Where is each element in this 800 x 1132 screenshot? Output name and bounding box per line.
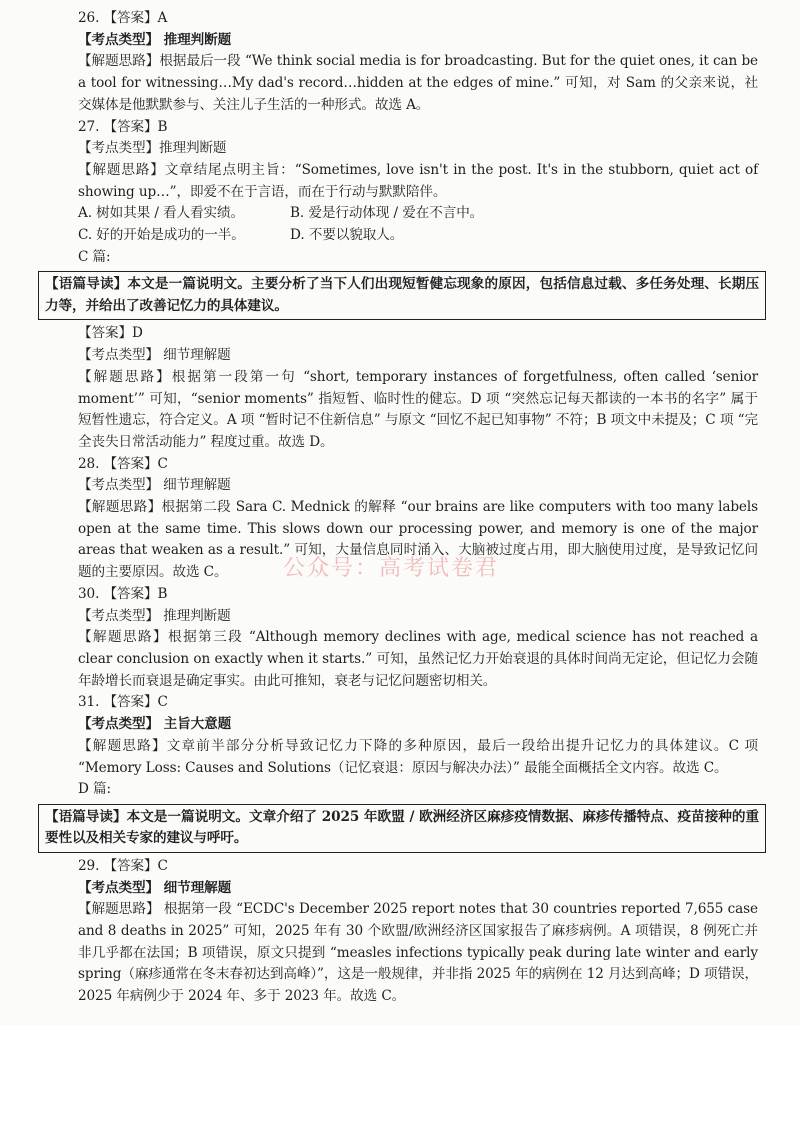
q27-option-b: B. 爱是行动体现 / 爱在不言中。 [290, 205, 484, 222]
q29-answer: 29. 【答案】C [78, 857, 168, 874]
q27-options-row-1 [46, 203, 758, 225]
answer-key-content [46, 8, 758, 1008]
q31-type: 【考点类型】 主旨大意题 [78, 716, 232, 733]
qc1-analysis: 【解题思路】根据第一段第一句 “short, temporary instances of forgetfulness, often called ‘senior moment’” 可知，“senior moments” 指短暂、临时性的健忘。D 项 “突然忘记每天都读的一本书的名字” 属于短暂性遗忘，符合定义。A 项 “暂时记不住新信息” 与原文 “回忆不起已知事物” 不符；B 项文中未提及；C 项 “完全丧失日常活动能力” 程度过重。故选 D。 [78, 368, 758, 450]
q28-answer: 28. 【答案】C [78, 455, 168, 472]
q26-type: 【考点类型】 推理判断题 [78, 31, 232, 48]
section-c-guide: 【语篇导读】本文是一篇说明文。主要分析了当下人们出现短暂健忘现象的原因，包括信息过载、多任务处理、长期压力等，并给出了改善记忆力的具体建议。 [38, 271, 766, 320]
q27-option-d: D. 不要以貌取人。 [290, 227, 404, 244]
q27-type: 【考点类型】推理判断题 [78, 140, 227, 157]
q30-answer: 30. 【答案】B [78, 585, 168, 602]
q27-analysis: 【解题思路】文章结尾点明主旨：“Sometimes, love isn't in the post. It's in the stubborn, quiet act of showing up…”，即爱不在于言语，而在于行动与默默陪伴。 [78, 161, 758, 200]
q30-analysis: 【解题思路】根据第三段 “Although memory declines with age, medical science has not reached a clear conclusion on exactly when it starts.” 可知，虽然记忆力开始衰退的具体时间尚无定论，但记忆力会随年龄增长而衰退是确定事实。由此可推知，衰老与记忆问题密切相关。 [78, 629, 758, 689]
q30-type: 【考点类型】 推理判断题 [78, 607, 231, 624]
qc1-answer: 【答案】D [78, 325, 143, 342]
watermark-text: 公众号：高考试卷君 [283, 556, 500, 581]
q26-analysis: 【解题思路】根据最后一段 “We think social media is for broadcasting. But for the quiet ones, it can be a tool for witnessing…My dad's record…hidden at the edges of mine.” 可知，对 Sam 的父亲来说，社交媒体是他默默参与、关注儿子生活的一种形式。故选 A。 [78, 53, 758, 113]
q29-type: 【考点类型】 细节理解题 [78, 879, 232, 896]
q26-answer: 26. 【答案】A [78, 10, 168, 26]
blank-margin [0, 1025, 800, 1132]
section-d-guide: 【语篇导读】本文是一篇说明文。文章介绍了 2025 年欧盟 / 欧洲经济区麻疹疫情数据、麻疹传播特点、疫苗接种的重要性以及相关专家的建议与呼吁。 [38, 804, 766, 853]
q27-option-c: C. 好的开始是成功的一半。 [78, 227, 245, 244]
section-c-label: C 篇: [78, 248, 111, 265]
q29-analysis: 【解题思路】 根据第一段 “ECDC's December 2025 report notes that 30 countries reported 7,655 case and 8 deaths in 2025” 可知，2025 年有 30 个欧盟/欧洲经济区国家报告了麻疹病例。A 项错误，8 例死亡并非几乎都在法国；B 项错误，原文只提到 “measles infections typically peak during late winter and early spring（麻疹通常在冬末春初达到高峰）”，这是一般规律，并非指 2025 年的病例在 12 月达到高峰；D 项错误，2025 年病例少于 2024 年、多于 2023 年。故选 C。 [78, 901, 758, 1005]
q27-options-row-2 [46, 225, 758, 247]
q28-analysis: 【解题思路】根据第二段 Sara C. Mednick 的解释 “our brains are like computers with too many labels open at the same time. This slows down our processing power, and memory is one of the major areas that weaken as a result.” 可知，大量信息同时涌入、大脑被过度占用，即大脑使用过度，是导致记忆问题的主要原因。故选 C。 [78, 499, 758, 581]
q31-answer: 31. 【答案】C [78, 694, 168, 711]
qc1-type: 【考点类型】 细节理解题 [78, 347, 231, 364]
q27-answer: 27. 【答案】B [78, 118, 168, 135]
q27-option-a: A. 树如其果 / 看人看实绩。 [78, 205, 245, 222]
q31-analysis: 【解题思路】文章前半部分分析导致记忆力下降的多种原因，最后一段给出提升记忆力的具体建议。C 项 “Memory Loss: Causes and Solutions（记忆衰退：原因与解决办法）” 最能全面概括全文内容。故选 C。 [78, 737, 758, 776]
section-d-label: D 篇: [78, 781, 111, 798]
q28-type: 【考点类型】 细节理解题 [78, 477, 231, 494]
